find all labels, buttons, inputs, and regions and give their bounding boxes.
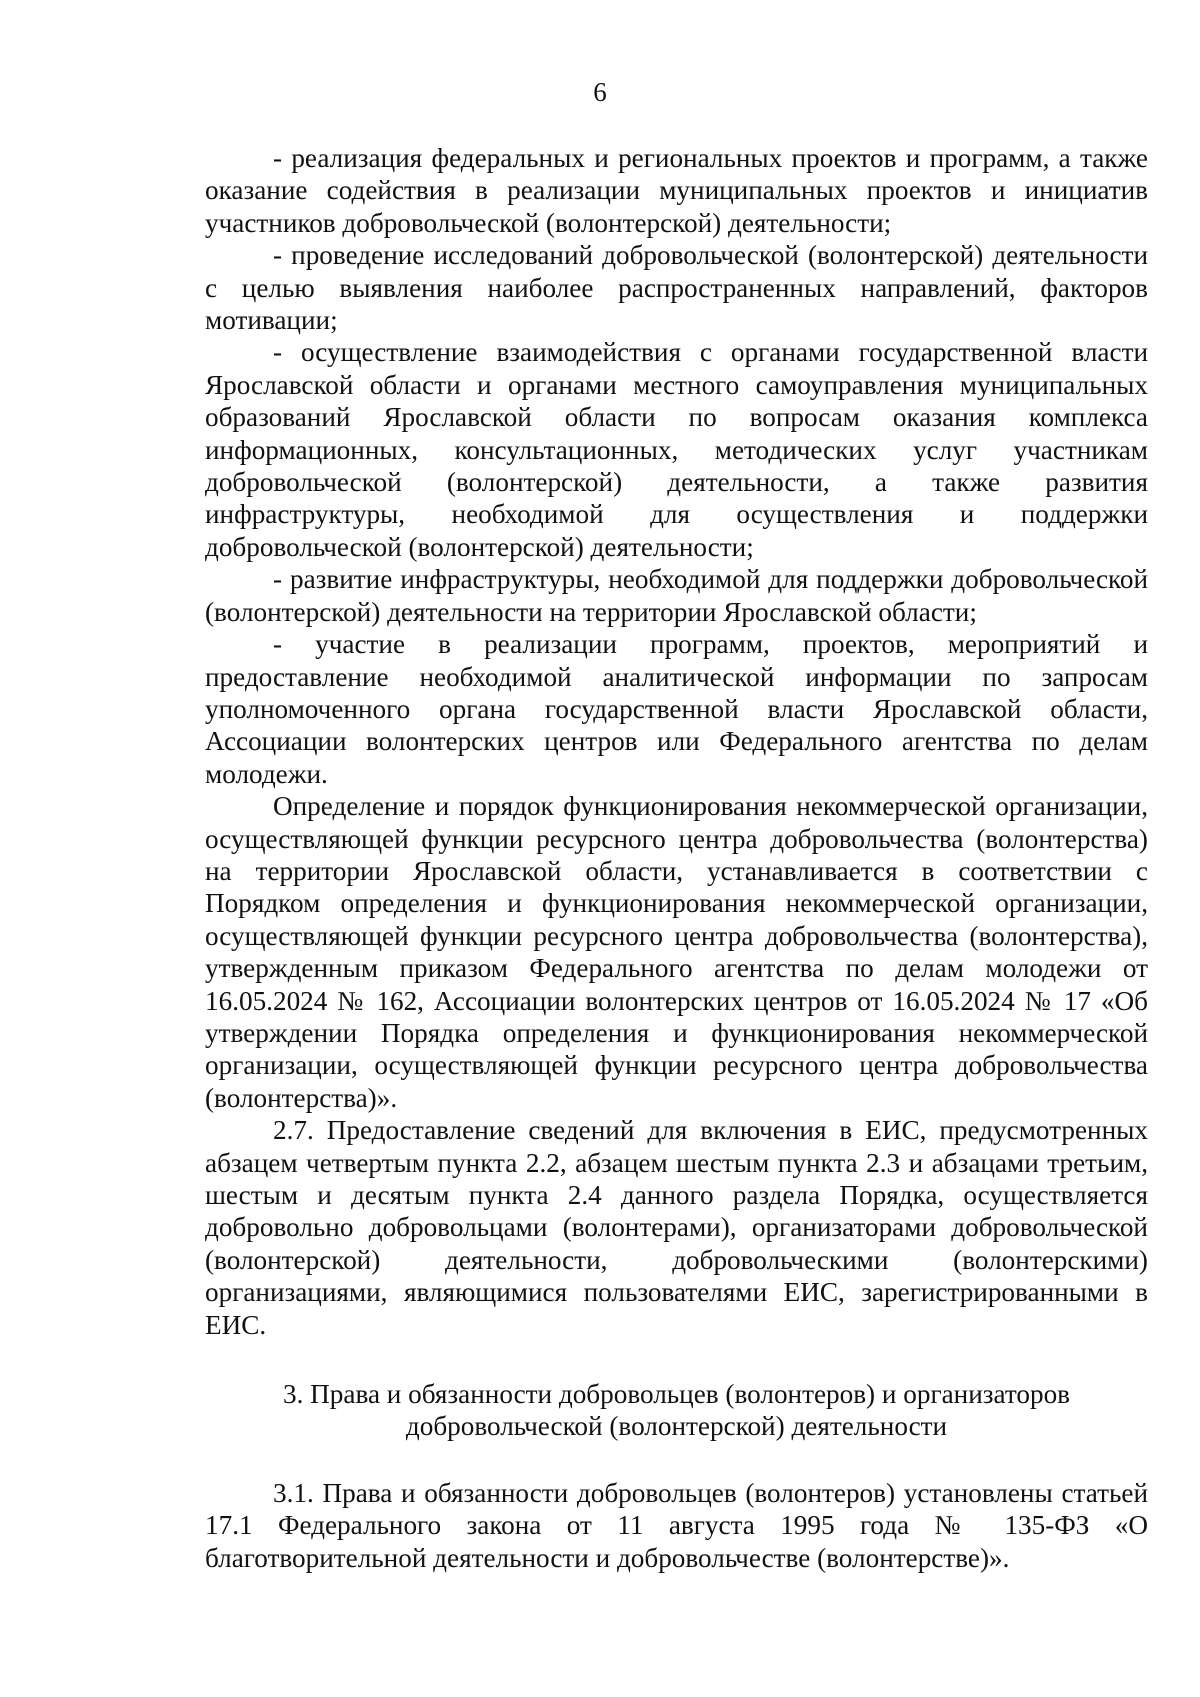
- section-heading-line: добровольческой (волонтерской) деятельности: [405, 1411, 948, 1442]
- document-body: [205, 142, 1148, 1574]
- page-number: 6: [593, 77, 607, 107]
- section-heading-line: 3. Права и обязанности добровольцев (волонтеров) и организаторов: [282, 1379, 1071, 1410]
- paragraph: - участие в реализации программ, проектов, мероприятий и предоставление необходимой аналитической информации по запросам уполномоченного органа государственной власти Ярославской области, Ассоциации волонтерских центров или Федерального агентства по делам молодежи.: [205, 629, 1148, 789]
- section-heading: [205, 1378, 1148, 1443]
- paragraph: 2.7. Предоставление сведений для включения в ЕИС, предусмотренных абзацем четвертым пункта 2.2, абзацем шестым пункта 2.3 и абзацами третьим, шестым и десятым пункта 2.4 данного раздела Порядка, осуществляется добровольно добровольцами (волонтерами), организаторами добровольческой (волонтерской) деятельности, добровольческими (волонтерскими) организациями, являющимися пользователями ЕИС, зарегистрированными в ЕИС.: [205, 1115, 1148, 1340]
- paragraph: 3.1. Права и обязанности добровольцев (волонтеров) установлены статьей 17.1 Федерального закона от 11 августа 1995 года № 135-ФЗ «О благотворительной деятельности и добровольчестве (волонтерстве)».: [205, 1477, 1148, 1573]
- paragraph: Определение и порядок функционирования некоммерческой организации, осуществляющей функции ресурсного центра добровольчества (волонтерства) на территории Ярославской области, устанавливается в соответствии с Порядком определения и функционирования некоммерческой организации, осуществляющей функции ресурсного центра добровольчества (волонтерства), утвержденным приказом Федерального агентства по делам молодежи от 16.05.2024 № 162, Ассоциации волонтерских центров от 16.05.2024 № 17 «Об утверждении Порядка определения и функционирования некоммерческой организации, осуществляющей функции ресурсного центра добровольчества (волонтерства)».: [205, 791, 1148, 1113]
- paragraph: - развитие инфраструктуры, необходимой для поддержки добровольческой (волонтерской) деятельности на территории Ярославской области;: [205, 564, 1148, 627]
- paragraph: - проведение исследований добровольческой (волонтерской) деятельности с целью выявления наиболее распространенных направлений, факторов мотивации;: [205, 240, 1148, 336]
- paragraph: - реализация федеральных и региональных проектов и программ, а также оказание содействия в реализации муниципальных проектов и инициатив участников добровольческой (волонтерской) деятельности;: [205, 143, 1148, 238]
- paragraph: - осуществление взаимодействия с органами государственной власти Ярославской области и органами местного самоуправления муниципальных образований Ярославской области по вопросам оказания комплекса информационных, консультационных, методических услуг участникам добровольческой (волонтерской) деятельности, а также развития инфраструктуры, необходимой для осуществления и поддержки добровольческой (волонтерской) деятельности;: [205, 337, 1148, 562]
